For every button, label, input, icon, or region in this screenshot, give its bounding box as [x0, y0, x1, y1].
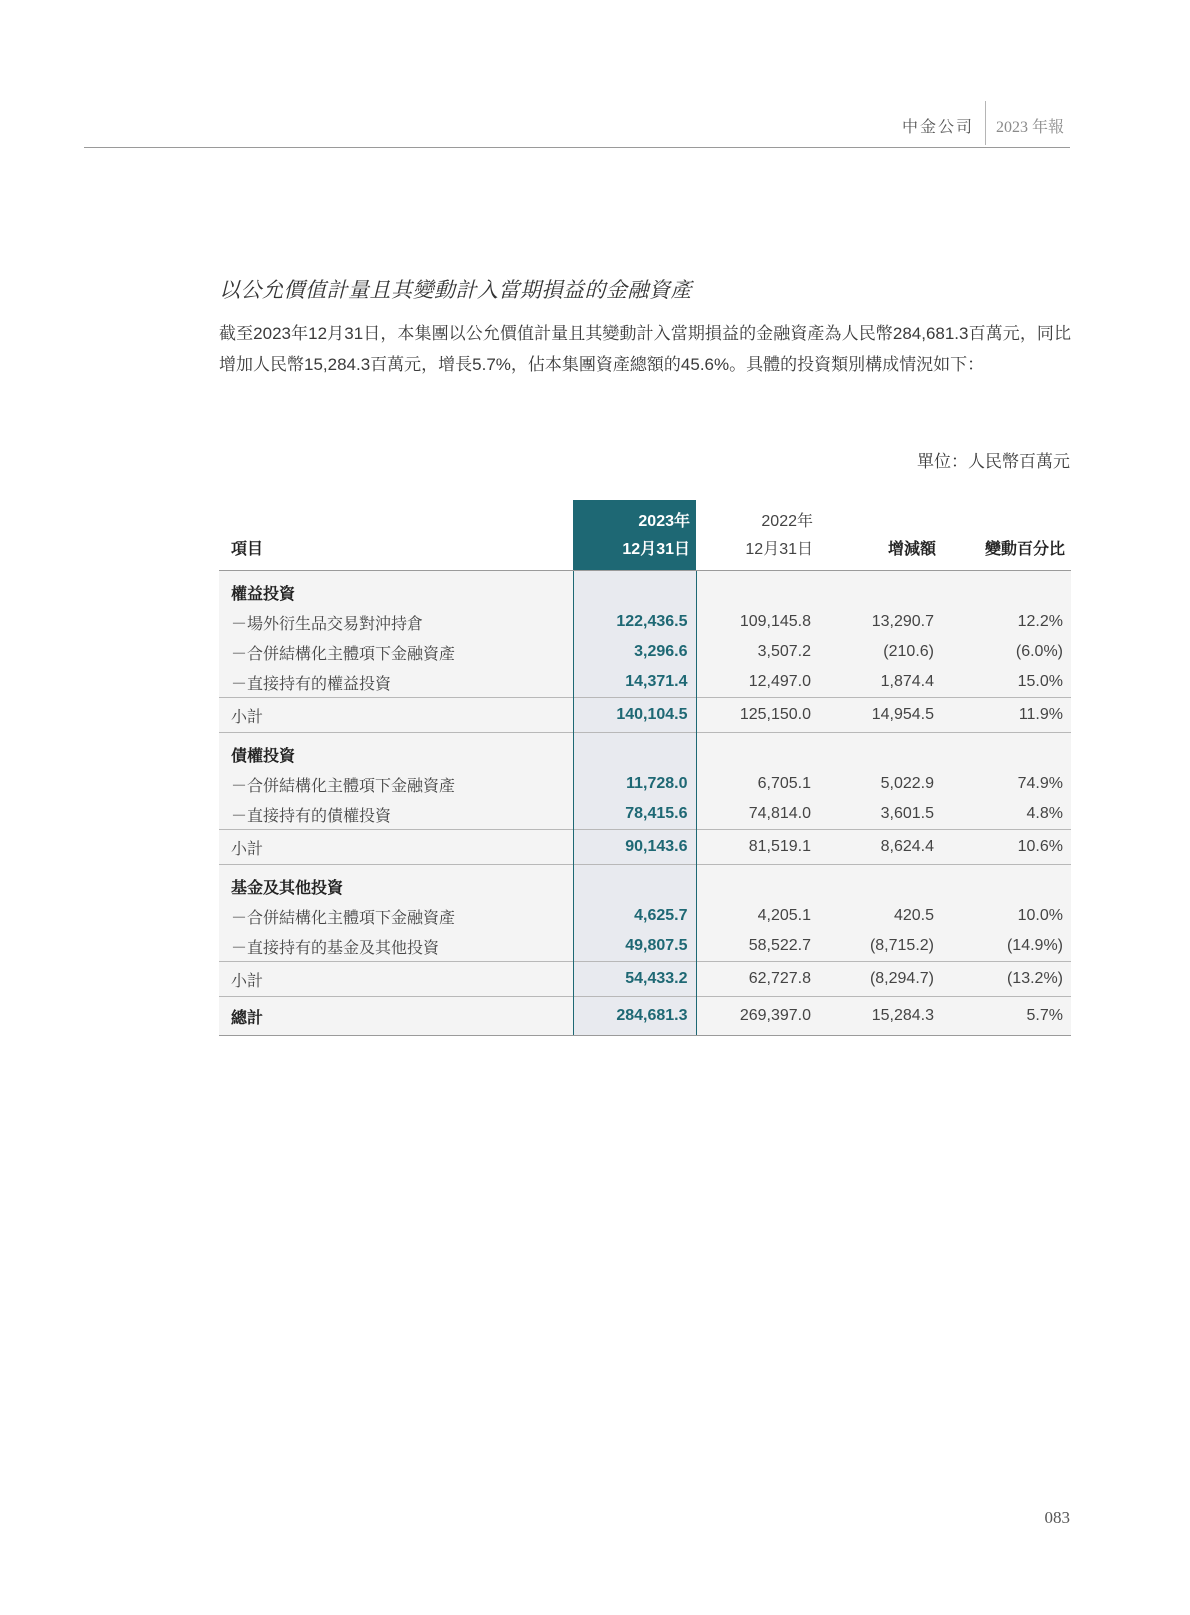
- cell-label: 小計: [219, 698, 573, 733]
- cell-pct: 4.8%: [942, 799, 1071, 830]
- cell-label: 債權投資: [219, 733, 573, 770]
- body-paragraph: 截至2023年12月31日，本集團以公允價值計量且其變動計入當期損益的金融資產為人民幣284,681.3百萬元，同比增加人民幣15,284.3百萬元，增長5.7%，佔本集團資產總額的45.6%。具體的投資類別構成情況如下：: [219, 324, 1071, 374]
- cell-pct: (14.9%): [942, 931, 1071, 962]
- cell-2023: 49,807.5: [573, 931, 696, 962]
- table-row: [219, 769, 1071, 799]
- cell-change: 14,954.5: [819, 698, 942, 733]
- cell-2023: 54,433.2: [573, 962, 696, 997]
- table-row: [219, 799, 1071, 830]
- cell-2023: 11,728.0: [573, 769, 696, 799]
- cell-label: 總計: [219, 997, 573, 1036]
- header-2022-date: 12月31日: [745, 541, 813, 558]
- page-header: [84, 100, 1070, 148]
- table-row: [219, 931, 1071, 962]
- cell-2022: 62,727.8: [696, 962, 819, 997]
- cell-2023: 122,436.5: [573, 607, 696, 637]
- cell-pct: (13.2%): [942, 962, 1071, 997]
- cell-pct: 10.6%: [942, 830, 1071, 865]
- cell-pct: [942, 733, 1071, 770]
- cell-label: 權益投資: [219, 571, 573, 608]
- cell-2023: [573, 865, 696, 902]
- cell-change: [819, 733, 942, 770]
- cell-change: 1,874.4: [819, 667, 942, 698]
- header-2022-year: 2022年: [761, 513, 813, 530]
- category-row: [219, 733, 1071, 770]
- cell-2023: 140,104.5: [573, 698, 696, 733]
- table-row: [219, 901, 1071, 931]
- cell-2023: 3,296.6: [573, 637, 696, 667]
- cell-2023: [573, 571, 696, 608]
- category-row: [219, 865, 1071, 902]
- cell-change: 3,601.5: [819, 799, 942, 830]
- table-header-row: [219, 500, 1071, 571]
- cell-change: [819, 865, 942, 902]
- cell-2022: 12,497.0: [696, 667, 819, 698]
- company-name: 中金公司: [901, 119, 974, 136]
- cell-change: 420.5: [819, 901, 942, 931]
- cell-2023: 284,681.3: [573, 997, 696, 1036]
- cell-label: －直接持有的債權投資: [219, 799, 573, 830]
- subtotal-row: [219, 830, 1071, 865]
- cell-label: 基金及其他投資: [219, 865, 573, 902]
- cell-2022: [696, 733, 819, 770]
- section-title: 以公允價值計量且其變動計入當期損益的金融資產: [219, 278, 692, 302]
- cell-2022: [696, 571, 819, 608]
- cell-pct: 11.9%: [942, 698, 1071, 733]
- cell-change: 13,290.7: [819, 607, 942, 637]
- cell-change: (8,715.2): [819, 931, 942, 962]
- page-number: 083: [1044, 1508, 1070, 1527]
- cell-pct: 12.2%: [942, 607, 1071, 637]
- cell-2022: [696, 865, 819, 902]
- cell-label: －直接持有的權益投資: [219, 667, 573, 698]
- cell-label: －合併結構化主體項下金融資產: [219, 769, 573, 799]
- cell-label: －合併結構化主體項下金融資產: [219, 637, 573, 667]
- cell-2022: 125,150.0: [696, 698, 819, 733]
- cell-2022: 109,145.8: [696, 607, 819, 637]
- cell-change: [819, 571, 942, 608]
- cell-label: 小計: [219, 830, 573, 865]
- cell-2022: 74,814.0: [696, 799, 819, 830]
- subtotal-row: [219, 698, 1071, 733]
- header-item: 項目: [219, 500, 573, 571]
- cell-2022: 58,522.7: [696, 931, 819, 962]
- cell-change: (8,294.7): [819, 962, 942, 997]
- cell-2022: 269,397.0: [696, 997, 819, 1036]
- header-2023: [573, 500, 696, 571]
- header-pct: 變動百分比: [942, 500, 1071, 571]
- cell-change: (210.6): [819, 637, 942, 667]
- cell-2022: 3,507.2: [696, 637, 819, 667]
- table-row: [219, 637, 1071, 667]
- cell-change: 5,022.9: [819, 769, 942, 799]
- cell-2023: 90,143.6: [573, 830, 696, 865]
- table-row: [219, 607, 1071, 637]
- table-body: [219, 571, 1071, 1036]
- cell-2023: 78,415.6: [573, 799, 696, 830]
- cell-change: 8,624.4: [819, 830, 942, 865]
- cell-2023: 4,625.7: [573, 901, 696, 931]
- cell-pct: (6.0%): [942, 637, 1071, 667]
- cell-2022: 6,705.1: [696, 769, 819, 799]
- cell-pct: 5.7%: [942, 997, 1071, 1036]
- cell-label: 小計: [219, 962, 573, 997]
- table-row: [219, 667, 1071, 698]
- header-divider: [985, 101, 986, 145]
- cell-pct: 15.0%: [942, 667, 1071, 698]
- cell-pct: [942, 571, 1071, 608]
- cell-change: 15,284.3: [819, 997, 942, 1036]
- subtotal-row: [219, 962, 1071, 997]
- investment-table: [219, 500, 1071, 1036]
- header-2022: [696, 500, 819, 571]
- header-2023-date: 12月31日: [622, 541, 690, 558]
- report-title: 2023 年報: [995, 119, 1064, 136]
- cell-2022: 4,205.1: [696, 901, 819, 931]
- unit-note: 單位：人民幣百萬元: [917, 452, 1070, 471]
- header-change: 增減額: [819, 500, 942, 571]
- category-row: [219, 571, 1071, 608]
- cell-2023: [573, 733, 696, 770]
- cell-label: －場外衍生品交易對沖持倉: [219, 607, 573, 637]
- cell-label: －直接持有的基金及其他投資: [219, 931, 573, 962]
- cell-label: －合併結構化主體項下金融資產: [219, 901, 573, 931]
- cell-pct: [942, 865, 1071, 902]
- cell-pct: 10.0%: [942, 901, 1071, 931]
- cell-2022: 81,519.1: [696, 830, 819, 865]
- cell-2023: 14,371.4: [573, 667, 696, 698]
- cell-pct: 74.9%: [942, 769, 1071, 799]
- total-row: [219, 997, 1071, 1036]
- header-2023-year: 2023年: [638, 513, 690, 530]
